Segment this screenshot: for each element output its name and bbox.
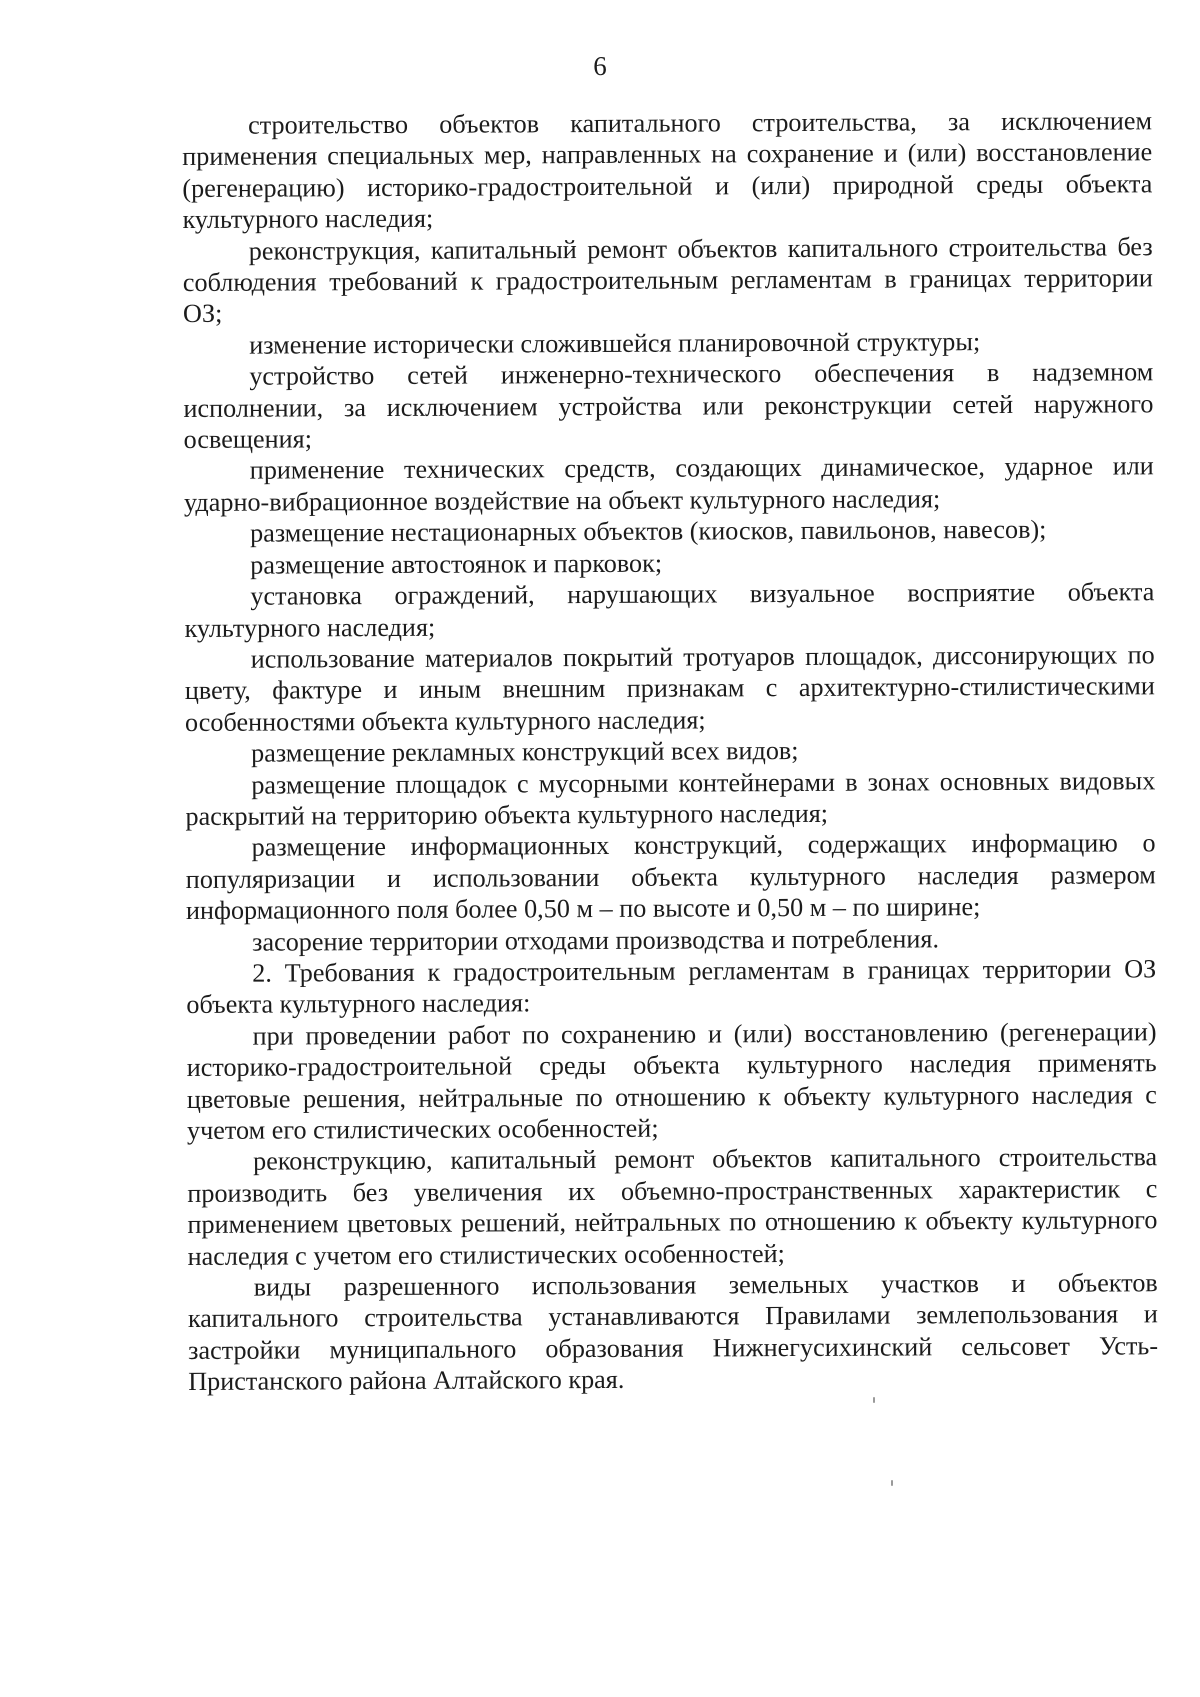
paragraph: применение технических средств, создающих динамическое, ударное или ударно-вибрационное воздействие на объект культурного наследия; bbox=[183, 451, 1154, 517]
paragraph: виды разрешенного использования земельных участков и объектов капитального строительства устанавливаются Правилами землепользования и застройки муниципального образования Нижнегусихинский сельсовет Усть-Пристанского района Алтайского края. bbox=[187, 1268, 1159, 1397]
paragraph: размещение информационных конструкций, содержащих информацию о популяризации и использовании объекта культурного наследия размером информационного поля более 0,50 м – по высоте и 0,50 м – по ширине; bbox=[185, 828, 1156, 926]
section-heading-paragraph: 2. Требования к градостроительным регламентам в границах территории ОЗ объекта культурного наследия: bbox=[186, 954, 1157, 1020]
page-number: 6 bbox=[593, 51, 607, 81]
scan-speck bbox=[891, 1480, 893, 1486]
scan-speck bbox=[873, 1397, 875, 1403]
paragraph: размещение площадок с мусорными контейнерами в зонах основных видовых раскрытий на территорию объекта культурного наследия; bbox=[185, 765, 1156, 831]
paragraph: строительство объектов капитального строительства, за исключением применения специальных мер, направленных на сохранение и (или) восстановление (регенерацию) историко-градостроительной и (или) природной среды объекта культурного наследия; bbox=[182, 106, 1153, 235]
document-body bbox=[182, 105, 1158, 1397]
paragraph: реконструкция, капитальный ремонт объектов капитального строительства без соблюдения требований к градостроительным регламентам в границах территории ОЗ; bbox=[182, 231, 1153, 329]
paragraph: размещение автостоянок и парковок; bbox=[250, 548, 663, 580]
paragraph: при проведении работ по сохранению и (или) восстановлению (регенерации) историко-градостроительной среды объекта культурного наследия применять цветовые решения, нейтральные по отношению к объекту культурного наследия с учетом его стилистических особенностей; bbox=[186, 1017, 1157, 1145]
paragraph: размещение рекламных конструкций всех видов; bbox=[251, 736, 799, 768]
paragraph: засорение территории отходами производства и потребления. bbox=[251, 923, 940, 957]
paragraph: устройство сетей инженерно-технического обеспечения в надземном исполнении, за исключением устройства или реконструкции сетей наружного освещения; bbox=[183, 357, 1154, 455]
paragraph: использование материалов покрытий тротуаров площадок, диссонирующих по цвету, фактуре и иным внешним признакам с архитектурно-стилистическими особенностями объекта культурного наследия; bbox=[184, 640, 1155, 737]
paragraph: изменение исторически сложившейся планировочной структуры; bbox=[249, 326, 981, 360]
paragraph: установка ограждений, нарушающих визуальное восприятие объекта культурного наследия; bbox=[184, 577, 1155, 643]
paragraph: размещение нестационарных объектов (киосков, павильонов, навесов); bbox=[249, 515, 1047, 548]
paragraph: реконструкцию, капитальный ремонт объектов капитального строительства производить без увеличения их объемно-пространственных характеристик с применением цветовых решений, нейтральных по отношению к объекту культурного наследия с учетом его стилистических особенностей; bbox=[187, 1142, 1158, 1271]
